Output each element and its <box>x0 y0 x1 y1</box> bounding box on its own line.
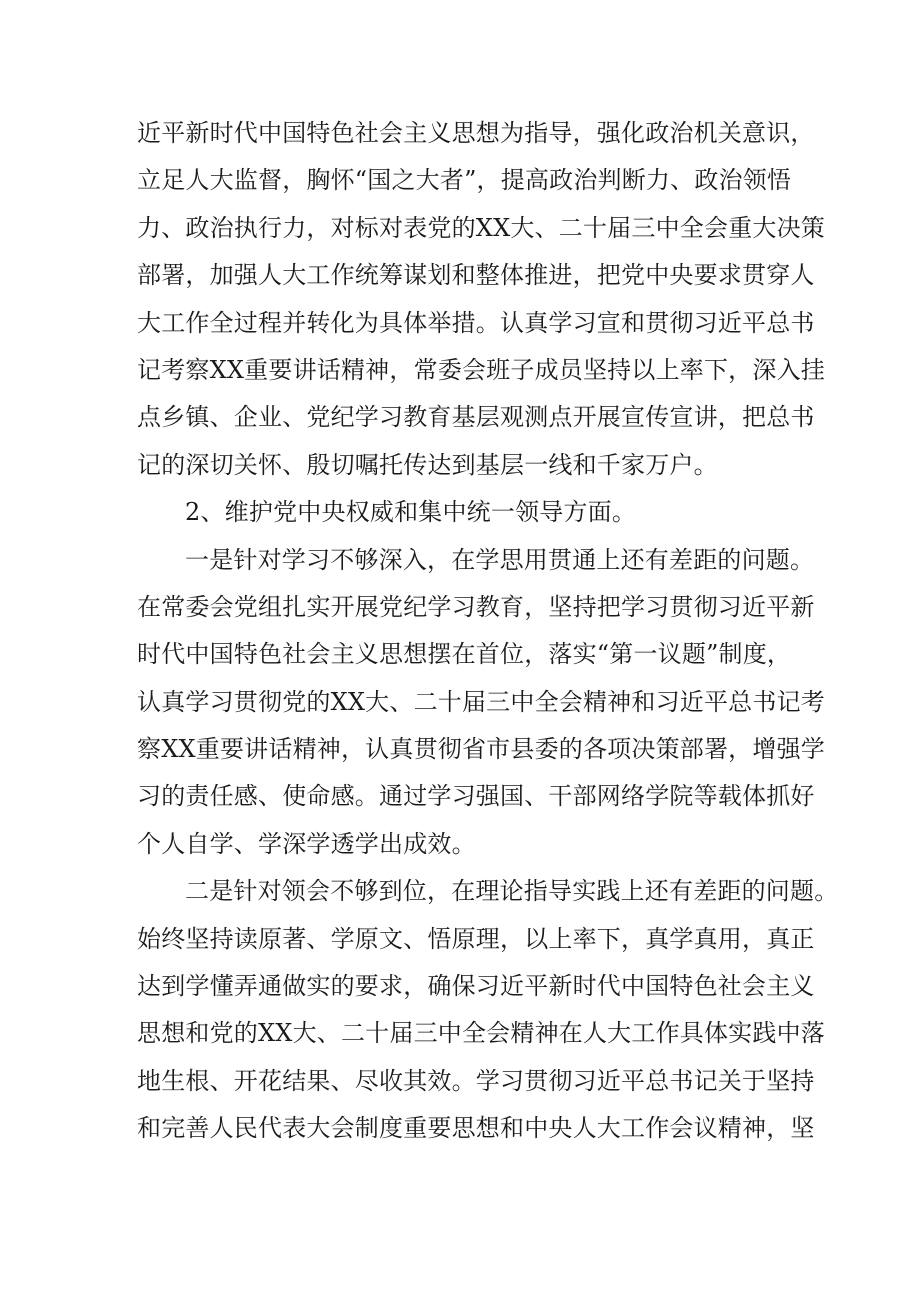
text-line: 时代中国特色社会主义思想摆在首位，落实“第一议题”制度， <box>137 640 792 669</box>
text-line: 大工作全过程并转化为具体举措。认真学习宣和贯彻习近平总书 <box>137 308 815 337</box>
text-line: 二是针对领会不够到位，在理论指导实践上还有差距的问题。 <box>185 877 839 906</box>
text-line: 达到学懂弄通做实的要求，确保习近平新时代中国特色社会主义 <box>137 972 815 1001</box>
text-line: 2、维护党中央权威和集中统一领导方面。 <box>185 498 637 527</box>
text-line: 力、政治执行力，对标对表党的XX大、二十届三中全会重大决策 <box>137 213 825 242</box>
text-line: 认真学习贯彻党的XX大、二十届三中全会精神和习近平总书记考 <box>137 687 825 716</box>
text-line: 点乡镇、企业、党纪学习教育基层观测点开展宣传宣讲，把总书 <box>137 403 815 432</box>
text-line: 始终坚持读原著、学原文、悟原理，以上率下，真学真用，真正 <box>137 924 815 953</box>
text-line: 在常委会党组扎实开展党纪学习教育，坚持把学习贯彻习近平新 <box>137 592 815 621</box>
text-line: 习的责任感、使命感。通过学习强国、干部网络学院等载体抓好 <box>137 782 815 811</box>
text-line: 记考察XX重要讲话精神，常委会班子成员坚持以上率下，深入挂 <box>137 355 825 384</box>
text-line: 记的深切关怀、殷切嘱托传达到基层一线和千家万户。 <box>137 450 718 479</box>
text-line: 和完善人民代表大会制度重要思想和中央人大工作会议精神，坚 <box>137 1114 815 1143</box>
text-line: 一是针对学习不够深入，在学思用贯通上还有差距的问题。 <box>185 545 815 574</box>
text-line: 个人自学、学深学透学出成效。 <box>137 829 476 858</box>
text-line: 近平新时代中国特色社会主义思想为指导，强化政治机关意识， <box>137 119 815 147</box>
text-line: 思想和党的XX大、二十届三中全会精神在人大工作具体实践中落 <box>137 1019 825 1048</box>
text-line: 立足人大监督，胸怀“国之大者”，提高政治判断力、政治领悟 <box>137 166 792 195</box>
text-line: 部署，加强人大工作统筹谋划和整体推进，把党中央要求贯穿人 <box>137 261 815 290</box>
document-body <box>137 110 839 1153</box>
text-line: 察XX重要讲话精神，认真贯彻省市县委的各项决策部署，增强学 <box>137 735 825 764</box>
text-line: 地生根、开花结果、尽收其效。学习贯彻习近平总书记关于坚持 <box>137 1066 815 1095</box>
